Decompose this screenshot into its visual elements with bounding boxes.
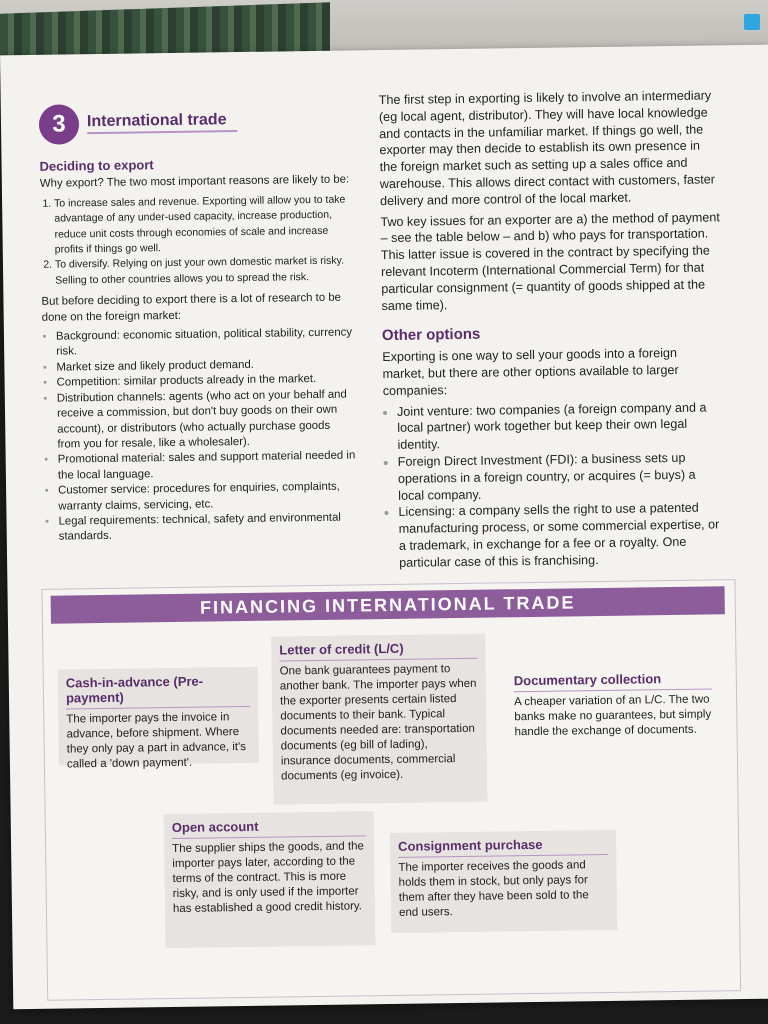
card-cash-in-advance [58,667,259,771]
financing-title: FINANCING INTERNATIONAL TRADE [51,586,725,623]
list-item: • Legal requirements: technical, safety and environmental standards. [58,510,356,545]
right-column [379,87,726,577]
card-title: Consignment purchase [398,836,608,858]
chapter-header [39,100,352,144]
research-intro: But before deciding to export there is a lot of research to be done on the foreign market: [41,291,342,324]
card-text: The supplier ships the goods, and the importer pays later, according to the terms of the contract. This is more risky, and is only used if the importer has established a good credit history. [172,840,364,916]
export-intro: Why export? The two most important reasons are likely to be: [39,173,350,191]
card-documentary-collection [506,664,721,767]
research-list [42,326,357,546]
card-title: Cash-in-advance (Pre-payment) [66,673,250,710]
list-item: • Market size and likely product demand. [56,356,354,376]
options-intro: Exporting is one way to sell your goods into a foreign market, but there are other options available to larger companies: [382,346,679,398]
list-item: 1. To increase sales and revenue. Exporting will allow you to take advantage of any under-used capacity, increase production, reduce unit costs through economies of scale and increase profits if things go well. [54,192,353,258]
card-text: The importer pays the invoice in advance, before shipment. Where they only pay a part in advance, it's called a 'down payment'. [66,711,247,771]
card-text: The importer receives the goods and holds them in stock, but only pays for them after they have been sold to the end users. [398,859,589,919]
list-item: • Customer service: procedures for enquiries, complaints, warranty claims, servicing, etc. [58,480,356,515]
card-open-account [164,811,376,948]
card-text: A cheaper variation of an L/C. The two banks make no guarantees, but simply handle the exchange of documents. [514,693,712,739]
list-item: • Competition: similar products already in the market. [57,372,355,392]
list-item: • Licensing: a company sells the right to use a patented manufacturing process, or some commercial expertise, or a trademark, in exchange for a fee or a royalty. One particular case of this is franchising. [398,500,725,572]
card-title: Open account [172,817,366,839]
card-consignment-purchase [390,830,617,933]
card-title: Letter of credit (L/C) [279,640,477,662]
book-page [0,45,768,1010]
section-heading-deciding: Deciding to export [39,157,154,174]
card-title: Documentary collection [514,670,712,692]
chapter-title: International trade [87,112,237,133]
section-heading-other-options: Other options [381,326,481,345]
key-issues-paragraph: Two key issues for an exporter are a) the method of payment – see the table below – and b) who pays for transportation. This latter issue is covered in the contract by specifying the relevant Incoterm (International Commercial Term) for that particular consignment (= quantity of goods shipped at the same time). [380,209,720,313]
list-item: • Background: economic situation, political stability, currency risk. [56,326,354,361]
financing-panel [41,579,741,1001]
list-item: • Distribution channels: agents (who act on your behalf and receive a commission, but don't buy goods on their own account), or distributors (who actually purchase goods from you for resale, like a wholesaler). [57,387,356,453]
corner-tab [744,14,760,30]
list-item: • Promotional material: sales and support material needed in the local language. [58,449,356,484]
list-item: • Foreign Direct Investment (FDI): a business sets up operations in a foreign country, or acquires (= buys) a local company. [398,449,725,504]
options-list [383,399,725,572]
card-letter-of-credit [271,634,487,805]
chapter-number: 3 [39,104,80,145]
left-column [39,100,357,551]
list-item: 2. To diversify. Relying on just your own domestic market is risky. Selling to other countries allows you to spread the risk. [55,254,353,289]
intermediary-paragraph: The first step in exporting is likely to involve an intermediary (eg local agent, distributor). They will have local knowledge and contacts in the unfamiliar market. If things go well, the exporter may then decide to establish its own presence in the foreign market such as setting up a sales office and warehouse. This allows direct contact with customers, faster delivery and more control of the local market. [378,88,715,208]
card-text: One bank guarantees payment to another bank. The importer pays when the exporter presents certain listed documents to their bank. Typical documents needed are: transportation documents (eg bill of lading), insurance documents, commercial documents (eg invoice). [279,663,477,783]
reasons-list [40,192,353,289]
list-item: • Joint venture: two companies (a foreign company and a local partner) work together but keep their own legal identity. [397,399,724,454]
